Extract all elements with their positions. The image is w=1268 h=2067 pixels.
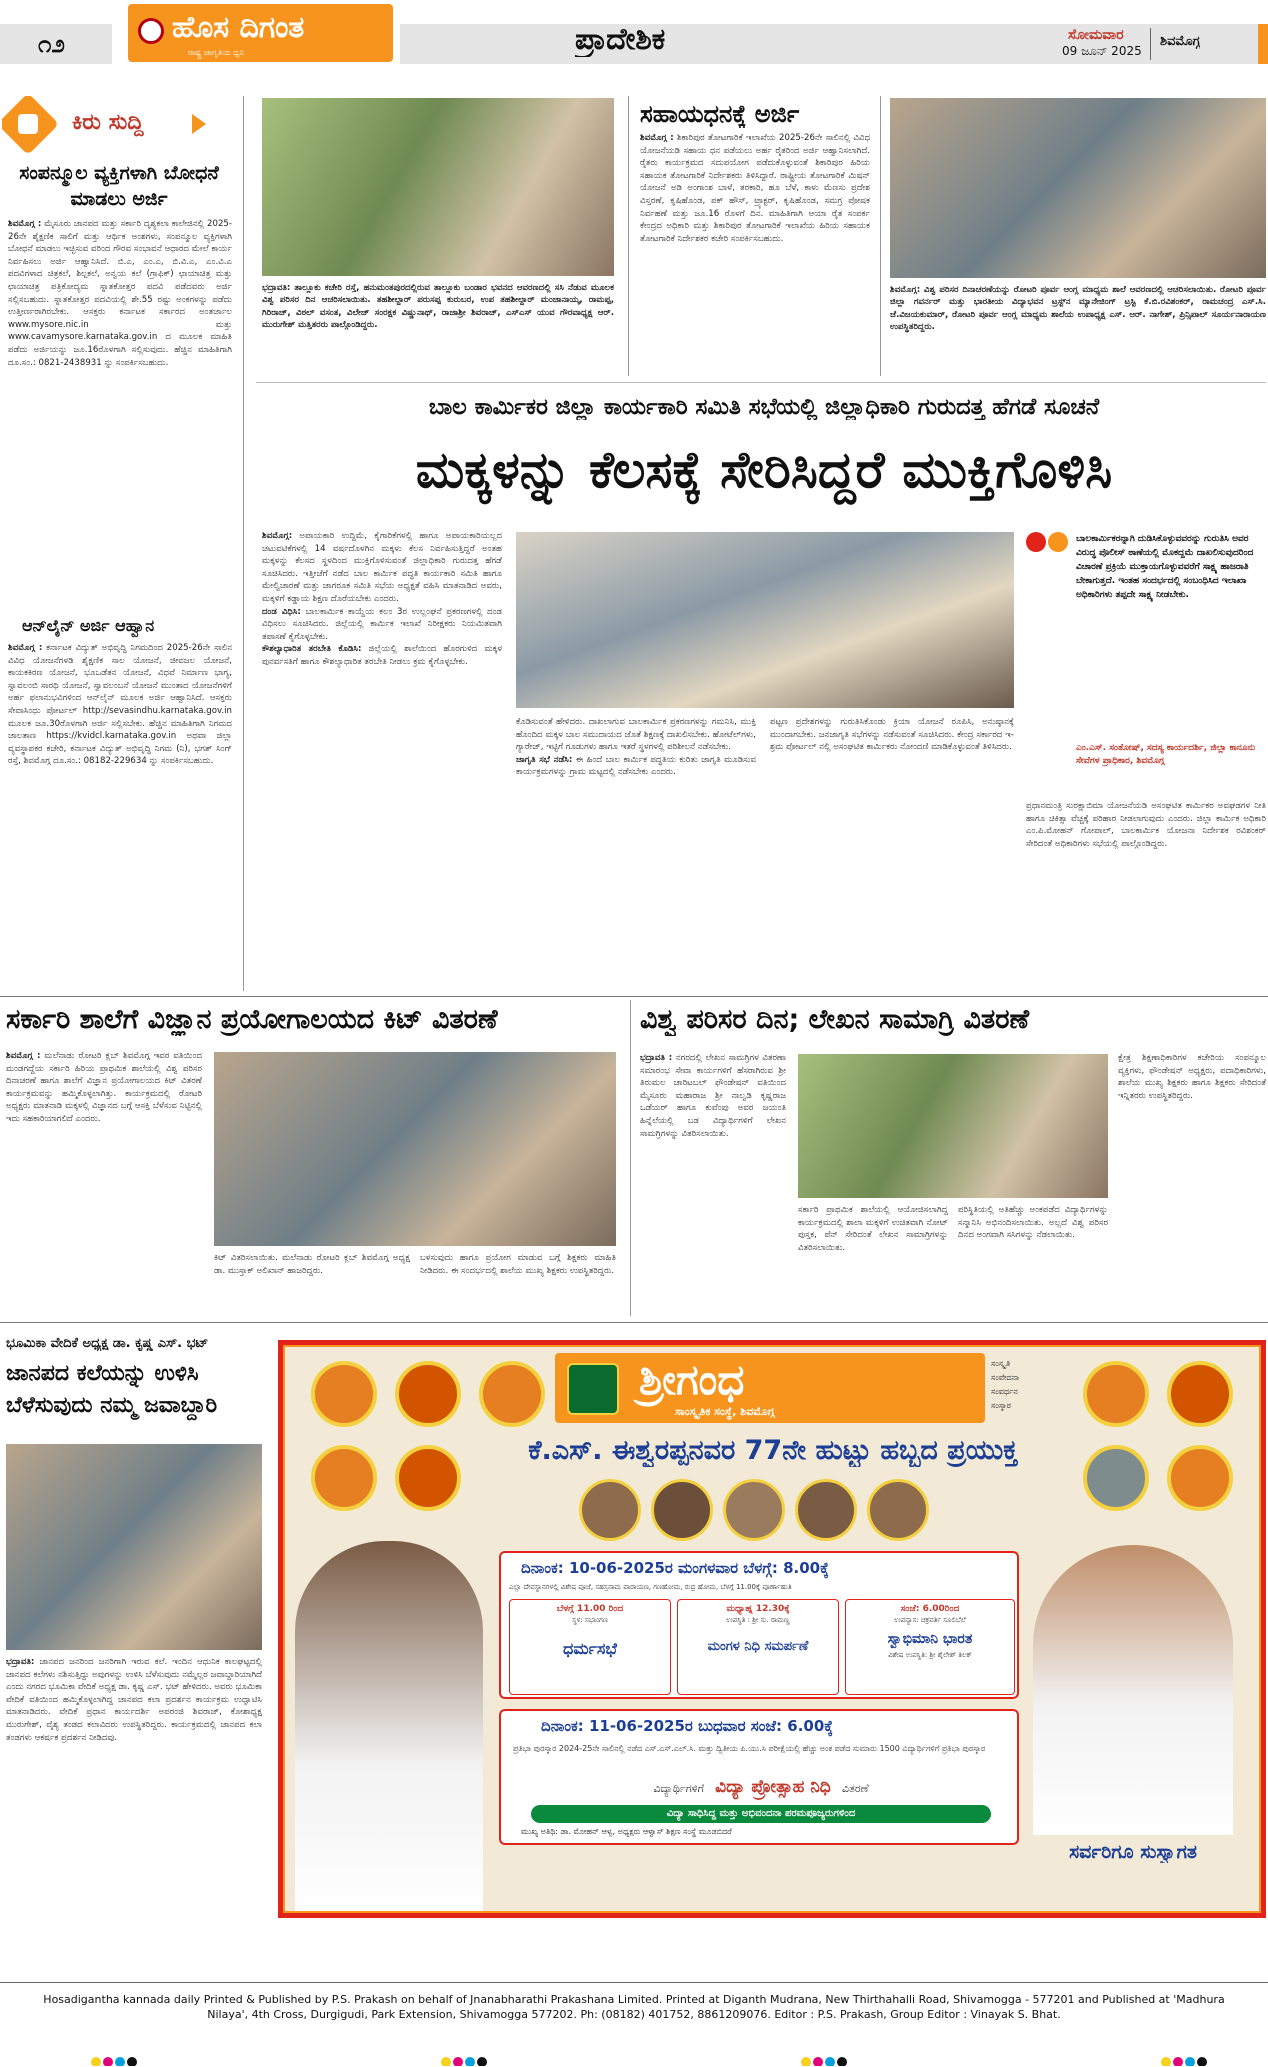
ad-title: ಕೆ.ಎಸ್. ಈಶ್ವರಪ್ಪನವರ 77ನೇ ಹುಟ್ಟು ಹಬ್ಬದ ಪ್ರಯುಕ್ತ <box>528 1435 1018 1466</box>
main-headline: ಮಕ್ಕಳನ್ನು ಕೆಲಸಕ್ಕೆ ಸೇರಿಸಿದ್ದರೆ ಮುಕ್ತಿಗೊಳಿಸಿ <box>415 441 1113 500</box>
quote-author: ಎಂ.ಎಸ್. ಸಂತೋಷ್, ಸದಸ್ಯ ಕಾರ್ಯದರ್ಶಿ, ಜಿಲ್ಲಾ ಕಾನೂನು ಸೇವೆಗಳ ಪ್ರಾಧಿಕಾರ, ಶಿವಮೊಗ್ಗ <box>1076 743 1256 766</box>
masthead <box>0 0 1268 66</box>
ad-event3-name: ಸ್ವಾಭಿಮಾನಿ ಭಾರತ <box>887 1631 973 1647</box>
kirusuddi-label <box>6 102 226 148</box>
ad-event3-time: ಸಂಜೆ: 6.00ರಿಂದ <box>900 1604 960 1614</box>
science-caption: ಕಿಟ್ ವಿತರಿಸಲಾಯಿತು. ಮಲೆನಾಡು ರೋಟರಿ ಕ್ಲಬ್ ಶಿವಮೊಗ್ಗ ಅಧ್ಯಕ್ಷ ಡಾ. ಮುಸ್ತಾಕ್ ಅಲಿಖಾನ್ ಹಾಜರಿದ್ದರು. <box>214 1253 410 1276</box>
header-accent-bar <box>1258 24 1268 64</box>
vishwa-text: ನಗರದಲ್ಲಿ ಲೇಖನ ಸಾಮಗ್ರಿಗಳ ವಿತರಣಾ ಸಮಾರಂಭ ಸೇವಾ ಕಾರ್ಯಗಳಿಗೆ ಹೆಸರಾಗಿರುವ ಶ್ರೀ ತಿರುಮಲ ಚಾರಿಟಬಲ್ ಫೌಂಡೇಷನ್ ವತಿಯಿಂದ ಮೈಸೂರು ಮಹಾರಾಜ ಶ್ರೀ ನಾಲ್ವಡಿ ಕೃಷ್ಣರಾಜ ಒಡೆಯರ್ ಹಾಗೂ ಕುವೆಂಪು ಅವರ ಜಯಂತಿ ಹಿನ್ನೆಲೆಯಲ್ಲಿ ಬಡ ವಿದ್ಯಾರ್ಥಿಗಳಿಗೆ ಲೇಖನ ಸಾಮಗ್ರಿಗಳನ್ನು ವಿತರಿಸಲಾಯಿತು. <box>640 1053 786 1139</box>
ad-event1 <box>509 1599 671 1695</box>
vishwa-dateline: ಭದ್ರಾವತಿ : <box>640 1053 673 1063</box>
organizer-portrait <box>1033 1545 1233 1835</box>
seer-portrait <box>395 1361 461 1427</box>
story1-dateline: ಶಿವಮೊಗ್ಗ : <box>8 219 42 229</box>
footer-imprint: Hosadigantha kannada daily Printed & Published by P.S. Prakash on behalf of Jnanabharathi Prakashana Limited. Printed at Diganth Mudrana, New Thirthahalli Road, Shivamogga - 577201 and Published at 'Madhura Nilaya', 4th Cross, Durgigudi, Park Extension, Shivamogga 577202. Ph: (08182) 401752, 8861209076. Editor : P.S. Prakash, Group Editor : Vinayak S. Bhat. <box>43 1993 1225 2021</box>
color-registration-marks <box>0 2050 1268 2066</box>
sahayadhana-title: ಸಹಾಯಧನಕ್ಕೆ ಅರ್ಜಿ <box>640 100 800 128</box>
ad-event1-place: ಸ್ಥಳ: ಸಭಾಂಗಣ <box>572 1616 608 1624</box>
story2-text: ಕರ್ನಾಟಕ ವಿದ್ಯುತ್ ಅಭಿವೃದ್ಧಿ ನಿಗಮದಿಂದ 2025-26ನೇ ಸಾಲಿನ ವಿವಿಧ ಯೋಜನೆಗಳಡಿ ಶೈಕ್ಷಣಿಕ ಸಾಲ ಯೋಜನೆ, ಜೀವಜಲ ಯೋಜನೆ, ಕಾಯಕಕಿರಣ ಯೋಜನೆ, ಭೂಒಡೆತನ ಯೋಜನೆ, ವಿಧವೆ ನಿರ್ಮಾಣ ಭಾಗ್ಯ, ಸ್ವಾವಲಂಬಿ ಸಾರಥಿ ಯೋಜನೆ, ಸ್ವಾವಲಂಬನೆ ಯೋಜನೆ ಮುಂತಾದ ಯೋಜನೆಗಳಿಗೆ ಅರ್ಹ ಫಲಾನುಭವಿಗಳಿಂದ ಆನ್‌ಲೈನ್ ಮೂಲಕ ಅರ್ಜಿ ಆಹ್ವಾನಿಸಿದೆ. ಆಸಕ್ತರು ಸೇವಾಸಿಂಧು ಪೋರ್ಟಲ್ http://sevasindhu.karnataka.gov.in ಮೂಲಕ ಜೂ.30ರೊಳಗಾಗಿ ಅರ್ಜಿ ಸಲ್ಲಿಸಬೇಕು. ಹೆಚ್ಚಿನ ಮಾಹಿತಿಗಾಗಿ ನಿಗಮದ ಜಾಲತಾಣ https://kvidcl.karnataka.gov.in ಅಥವಾ ಜಿಲ್ಲಾ ವ್ಯವಸ್ಥಾಪಕರ ಕಚೇರಿ, ಕರ್ನಾಟಕ ವಿದ್ಯುತ್ ಅಭಿವೃದ್ಧಿ ನಿಗಮ (ನಿ), ಭಗತ್ ಸಿಂಗ್ ರಸ್ತೆ, ಶಿವಮೊಗ್ಗ ದೂ.ಸಂ.: 08182-229634 ನ್ನು ಸಂಪರ್ಕಿಸಬಹುದು. <box>8 643 232 767</box>
quote-box <box>1026 532 1266 792</box>
folk-dance-photo <box>6 1444 262 1650</box>
stationery-photo <box>798 1054 1108 1198</box>
guest-portrait <box>795 1479 857 1541</box>
ad-tag: ಸಂವೇದನಾ <box>991 1373 1019 1382</box>
kirusuddi-story1-body <box>8 218 232 608</box>
janapada-text: ಜಾನಪದ ಜನರಿಂದ ಜನರಿಗಾಗಿ ಇರುವ ಕಲೆ. ಇಂದಿನ ಆಧುನಿಕ ಕಾಲಘಟ್ಟದಲ್ಲಿ ಜಾನಪದ ಕಲೆಗಳು ನಶಿಸುತ್ತಿದ್ದು ಅವುಗಳನ್ನು ಉಳಿಸಿ ಬೆಳೆಸುವುದು ನಮ್ಮೆಲ್ಲರ ಜವಾಬ್ದಾರಿಯಾಗಿದೆ ಎಂದು ನಗರದ ಭೂಮಿಕಾ ವೇದಿಕೆ ಅಧ್ಯಕ್ಷ ಡಾ. ಕೃಷ್ಣ ಎಸ್. ಭಟ್ ಹೇಳಿದರು. ಅವರು ಭೂಮಿಕಾ ವೇದಿಕೆ ವತಿಯಿಂದ ಹಮ್ಮಿಕೊಳ್ಳಲಾಗಿದ್ದ ಜಾನಪದ ಕಲಾ ಪ್ರದರ್ಶನ ಕಾರ್ಯಕ್ರಮ ಉದ್ಘಾಟಿಸಿ ಮಾತನಾಡಿದರು. ವೇದಿಕೆ ಪ್ರಧಾನ ಕಾರ್ಯದರ್ಶಿ ಅಪರಂಜಿ ಶಿವರಾಜ್, ಕೋಶಾಧ್ಯಕ್ಷ ಮುರುಗೇಶ್, ವೈಶ್ಯ ತಂಡದ ಕಲಾವಿದರು ಉಪಸ್ಥಿತರಿದ್ದರು. ಕಾರ್ಯಕ್ರಮದಲ್ಲಿ ಜಾನಪದ ಕಲಾ ತಂಡಗಳು ಆಕರ್ಷಕ ಪ್ರದರ್ಶನ ನೀಡಿದವು. <box>6 1657 262 1743</box>
ad-day1-date: ದಿನಾಂಕ: 10-06-2025ರ ಮಂಗಳವಾರ ಬೆಳಗ್ಗೆ: 8.00ಕ್ಕೆ <box>521 1559 829 1577</box>
ad-org-name: ಶ್ರೀಗಂಧ <box>639 1355 745 1404</box>
main-col3: ಪಟ್ಟಣ ಪ್ರದೇಶಗಳನ್ನು ಗುರುತಿಸಿಕೊಂಡು ಕ್ರಿಯಾ ಯೋಜನೆ ರೂಪಿಸಿ, ಅನುಷ್ಠಾನಕ್ಕೆ ಮುಂದಾಗಬೇಕು. ಜನಜಾಗೃತಿ ಸಭೆಗಳನ್ನು ನಡೆಸುವಂತೆ ಸೂಚಿಸಿದರು. ಕೇಂದ್ರ ಸರ್ಕಾರದ ಇ-ಶ್ರಮ ಪೋರ್ಟಲ್ ನಲ್ಲಿ ಅಸಂಘಟಿತ ಕಾರ್ಮಿಕರು ನೋಂದಣಿ ಮಾಡಿಕೊಳ್ಳುವಂತೆ ತಿಳಿಸಿದರು. <box>770 717 1014 753</box>
brand-name: ಹೊಸ ದಿಗಂತ <box>172 10 305 45</box>
ad-event2-name: ಮಂಗಳ ನಿಧಿ ಸಮರ್ಪಣೆ <box>707 1639 809 1654</box>
kirusuddi-label-text: ಕಿರು ಸುದ್ದಿ <box>72 110 144 135</box>
hand-icon <box>18 114 38 134</box>
kirusuddi-story2-title: ಆನ್‌ಲೈನ್ ಅರ್ಜಿ ಆಹ್ವಾನ <box>22 616 155 635</box>
main-col1 <box>262 530 502 980</box>
registration-dots <box>800 2052 848 2066</box>
main-subhead-skill: ಕೌಶಲ್ಯಾಧಾರಿತ ತರಬೇತಿ ಕೊಡಿಸಿ: <box>262 644 362 655</box>
header-date: 09 ಜೂನ್ 2025 <box>1062 44 1142 58</box>
main-col1b-text: ಬಾಲಕಾರ್ಮಿಕ ಕಾಯ್ದೆಯ ಕಲಂ 3ರ ಉಲ್ಲಂಘನೆ ಪ್ರಕರಣಗಳಲ್ಲಿ ದಂಡ ವಿಧಿಸಲು ಸೂಚಿಸಿದರು. ಜಿಲ್ಲೆಯಲ್ಲಿ ಕಾರ್ಮಿಕ ಇಲಾಖೆ ನಿರೀಕ್ಷಕರು ನಿಯಮಿತವಾಗಿ ತಪಾಸಣೆ ಕೈಗೊಳ್ಳಬೇಕು. <box>262 606 502 642</box>
science-headline: ಸರ್ಕಾರಿ ಶಾಲೆಗೆ ವಿಜ್ಞಾನ ಪ್ರಯೋಗಾಲಯದ ಕಿಟ್ ವಿತರಣೆ <box>6 1004 498 1035</box>
main-col2 <box>516 716 756 980</box>
story1-text: ಮೈಸೂರು ಜಾನಪದ ಮತ್ತು ಸರ್ಕಾರಿ ದೃಶ್ಯಕಲಾ ಕಾಲೇಜಿನಲ್ಲಿ 2025-26ನೇ ಶೈಕ್ಷಣಿಕ ಸಾಲಿಗೆ ಮತ್ತು ಆರ್ಥಿಕ ಅಂಶಗಳು, ಸಂಪನ್ಮೂಲ ವ್ಯಕ್ತಿಗಳಾಗಿ ಬೋಧನೆ ಮಾಡಲು ಇಚ್ಛಿಸುವ ವರಿಂದ ಗೌರವ ಸಂಭಾವನೆ ಆಧಾರದ ಮೇಲೆ ಕಾರ್ಯ ನಿರ್ವಹಿಸಲು ಅರ್ಜಿ ಆಹ್ವಾನಿಸಿದೆ. ಬಿ.ಎ, ಎಂ.ಎ, ಬಿ.ವಿ.ಎ, ಎಂ.ವಿ.ಎ ಪದವಿಗಳಾದ ಚಿತ್ರಕಲೆ, ಶಿಲ್ಪಕಲೆ, ಅನ್ವಯ ಕಲೆ (ಗ್ರಾಫಿಕ್) ಛಾಯಾಚಿತ್ರ ಮತ್ತು ಛಾಯಾಚಿತ್ರ ಪತ್ರಿಕೋದ್ಯಮ ಸ್ನಾತಕೋತ್ತರ ಪದವಿ ಪಡೆದವರು ಅರ್ಜಿ ಸಲ್ಲಿಸಬಹುದು. ಸ್ನಾತಕೋತ್ತರ ಪದವಿಯಲ್ಲಿ ಶೇ.55 ರಷ್ಟು ಅಂಕಗಳನ್ನು ಪಡೆದು ಉತ್ತೀರ್ಣರಾಗಿರಬೇಕು. ಆಸಕ್ತರು ಕರ್ನಾಟಕ ಸರ್ಕಾರದ ಅಂತರ್ಜಾಲ www.mysore.nic.in ಮತ್ತು www.cavamysore.karnataka.gov.in ದ ಮೂಲಕ ಮಾಹಿತಿ ಪಡೆದು ಅರ್ಜಿಯನ್ನು ಜೂ.16ರೊಳಗಾಗಿ ಸಲ್ಲಿಸುವುದು. ಹೆಚ್ಚಿನ ಮಾಹಿತಿಗಾಗಿ ದೂ.ಸಂ.: 0821-2438931 ನ್ನು ಸಂಪರ್ಕಿಸಬಹುದು. <box>8 219 232 368</box>
seer-portrait <box>479 1361 545 1427</box>
main-col4: ಪ್ರಧಾನಮಂತ್ರಿ ಸುರಕ್ಷಾಬಿಮಾ ಯೋಜನೆಯಡಿ ಅಸಂಘಟಿತ ಕಾರ್ಮಿಕರ ಅವಘಡಗಳ ನೀತಿ ಹಾಗೂ ಚಿಕಿತ್ಸಾ ವೆಚ್ಚಕ್ಕೆ ಪರಿಹಾರ ನೀಡಲಾಗುವುದು ಎಂದರು. ಜಿಲ್ಲಾ ಕಾರ್ಮಿಕ ಅಧಿಕಾರಿ ಎಂ.ಪಿ.ಮೋಹನ್ ಗೋಪಾಲ್, ಬಾಲಕಾರ್ಮಿಕ ಯೋಜನಾ ನಿರ್ದೇಶಕ ರವಿಶಂಕರ್ ಸೇರಿದಂತೆ ಅಧಿಕಾರಿಗಳು ಸಭೆಯಲ್ಲಿ ಪಾಲ್ಗೊಂಡಿದ್ದರು. <box>1026 801 1266 849</box>
ad-org-logo-icon <box>567 1363 619 1415</box>
guest-portrait <box>651 1479 713 1541</box>
ad-day1-box <box>499 1551 1019 1699</box>
registration-dots <box>90 2052 138 2066</box>
ad-event2-sub: ಉಪಸ್ಥಿತಿ : ಶ್ರೀ ಸು. ರಾಮಣ್ಣ <box>726 1616 790 1624</box>
quote-mark-icon-2 <box>1048 532 1068 552</box>
page-number-text: ೧೨ <box>38 30 65 58</box>
header-day: ಸೋಮವಾರ <box>1068 27 1124 43</box>
ad-org-tags <box>991 1357 1051 1413</box>
ad-event2-time: ಮಧ್ಯಾಹ್ನ 12.30ಕ್ಕೆ <box>726 1604 790 1614</box>
brand-logo <box>128 4 393 62</box>
quote-mark-icon <box>1026 532 1046 552</box>
main-subhead-awareness: ಜಾಗೃತಿ ಸಭೆ ನಡೆಸಿ: <box>516 754 573 765</box>
science-text: ಮಲೆನಾಡು ರೋಟರಿ ಕ್ಲಬ್ ಶಿವಮೊಗ್ಗ ಇವರ ವತಿಯಿಂದ ಮಂಡಗದ್ದೆಯ ಸರ್ಕಾರಿ ಹಿರಿಯ ಪ್ರಾಥಮಿಕ ಶಾಲೆಯಲ್ಲಿ ವಿಶ್ವ ಪರಿಸರ ದಿನಾಚರಣೆ ಹಾಗೂ ಶಾಲೆಗೆ ವಿಜ್ಞಾನ ಪ್ರಯೋಗಾಲಯದ ಕಿಟ್ ವಿತರಣೆ ಕಾರ್ಯಕ್ರಮವನ್ನು ಹಮ್ಮಿಕೊಳ್ಳಲಾಗಿತ್ತು. ಕಾರ್ಯಕ್ರಮದಲ್ಲಿ ರೋಟರಿ ಅಧ್ಯಕ್ಷರು ಮಾತನಾಡಿ ಮಕ್ಕಳಲ್ಲಿ ವಿಜ್ಞಾನದ ಬಗ್ಗೆ ಆಸಕ್ತಿ ಬೆಳೆಸುವ ನಿಟ್ಟಿನಲ್ಲಿ ಇದು ಸಹಕಾರಿಯಾಗಲಿದೆ ಎಂದರು. <box>6 1051 202 1124</box>
seer-portrait <box>311 1445 377 1511</box>
chevrons-icon <box>192 114 206 134</box>
logo-mark-icon <box>138 18 164 44</box>
rotary-school-caption: ಶಿವಮೊಗ್ಗ: ವಿಶ್ವ ಪರಿಸರ ದಿನಾಚರಣೆಯನ್ನು ರೋಟರಿ ಪೂರ್ವ ಆಂಗ್ಲ ಮಾಧ್ಯಮ ಶಾಲೆ ಆವರಣದಲ್ಲಿ ಆಚರಿಸಲಾಯಿತು. ರೋಟರಿ ಪೂರ್ವ ಜಿಲ್ಲಾ ಗವರ್ನರ್ ಮತ್ತು ಭಾರತೀಯ ವಿದ್ಯಾಭವನ ಟ್ರಸ್ಟ್‌ನ ಮ್ಯಾನೇಜಿಂಗ್ ಟ್ರಸ್ಟಿ ಕೆ.ಬಿ.ರವಿಶಂಕರ್, ರಾಮಚಂದ್ರ ಎಸ್.ಸಿ. ಜೆ.ವಿಜಯಕುಮಾರ್, ರೋಟರಿ ಪೂರ್ವ ಆಂಗ್ಲ ಮಾಧ್ಯಮ ಶಾಲೆಯ ಉಪಾಧ್ಯಕ್ಷ ಎಸ್. ಆರ್. ನಾಗೇಶ್, ಪ್ರಿನ್ಸಿಪಾಲ್ ಸೂರ್ಯನಾರಾಯಣ ಉಪಸ್ಥಿತರಿದ್ದರು. <box>890 285 1266 333</box>
ad-org-banner <box>555 1353 985 1423</box>
story2-dateline: ಶಿವಮೊಗ್ಗ : <box>8 643 43 653</box>
brand-tagline: ರಾಷ್ಟ್ರ ಜಾಗೃತಿಯ ಧ್ವನಿ <box>188 48 245 57</box>
eshwarappa-portrait <box>295 1541 483 1911</box>
seer-portrait <box>395 1445 461 1511</box>
section-title: ಪ್ರಾದೇಶಿಕ <box>575 22 666 57</box>
vishwa-col3: ಪರಿಸ್ಥಿತಿಯಲ್ಲಿ ಅತಿಹೆಚ್ಚು ಅಂಕಪಡೆದ ವಿದ್ಯಾರ್ಥಿಗಳನ್ನು ಸನ್ಮಾನಿಸಿ ಅಭಿನಂದಿಸಲಾಯಿತು. ಅಲ್ಲದೆ ವಿಶ್ವ ಪರಿಸರ ದಿನದ ಅಂಗವಾಗಿ ಸಸಿಗಳನ್ನು ನೆಡಲಾಯಿತು. <box>958 1205 1108 1241</box>
ad-tag: ಸಂವರ್ಧನ <box>991 1387 1018 1396</box>
kirusuddi-column <box>2 96 239 991</box>
ad-welcome: ಸರ್ವರಿಗೂ ಸುಸ್ವಾಗತ <box>1069 1841 1197 1863</box>
ad-event2 <box>677 1599 839 1695</box>
ad-tag: ಸಂಸ್ಕಾರ <box>991 1401 1011 1410</box>
header-divider <box>1150 28 1151 60</box>
vishwa-body <box>640 1052 786 1312</box>
ad-day2-prefix: ವಿದ್ಯಾರ್ಥಿಗಳಿಗೆ <box>653 1782 705 1795</box>
main-kicker: ಬಾಲ ಕಾರ್ಮಿಕರ ಜಿಲ್ಲಾ ಕಾರ್ಯಕಾರಿ ಸಮಿತಿ ಸಭೆಯಲ್ಲಿ ಜಿಲ್ಲಾಧಿಕಾರಿ ಗುರುದತ್ತ ಹೆಗಡೆ ಸೂಚನೆ <box>428 394 1100 420</box>
tree-planting-photo <box>262 98 614 276</box>
ad-event1-name: ಧರ್ಮಸಭೆ <box>563 1639 617 1658</box>
ad-event3-note: ವಿಶೇಷ ಉಪಸ್ಥಿತಿ: ಶ್ರೀ ಶೈಲೇಶ್ ತಿಲಕ್ <box>888 1651 972 1659</box>
ad-event3-sub: ಉಪನ್ಯಾಸ: ಚಕ್ರವರ್ತಿ ಸೂಲಿಬೆಲೆ <box>894 1616 966 1624</box>
seer-portrait <box>1167 1445 1233 1511</box>
shrigandha-ad <box>278 1340 1266 1918</box>
registration-dots <box>1160 2052 1208 2066</box>
header-city: ಶಿವಮೊಗ್ಗ <box>1160 34 1201 49</box>
main-col1-text: ಅಪಾಯಕಾರಿ ಉದ್ದಿಮೆ, ಕೈಗಾರಿಕೆಗಳಲ್ಲಿ ಹಾಗೂ ಅಪಾಯಕಾರಿಯಲ್ಲದ ಚಟುವಟಿಕೆಗಳಲ್ಲಿ 14 ವರ್ಷದೊಳಗಿನ ಮಕ್ಕಳು ಕೆಲಸ ನಿರ್ವಹಿಸುತ್ತಿದ್ದರೆ ಅಂತಹ ಮಕ್ಕಳನ್ನು ಕೆಲಸದ ಸ್ಥಳದಿಂದ ಮುಕ್ತಿಗೊಳಿಸುವಂತೆ ಜಿಲ್ಲಾಧಿಕಾರಿ ಗುರುದತ್ತ ಹೆಗಡೆ ಸೂಚಿಸಿದರು. ಇತ್ತೀಚೆಗೆ ನಡೆದ ಬಾಲ ಕಾರ್ಮಿಕ ಪದ್ಧತಿ ಕಾರ್ಯಕಾರಿ ಸಮಿತಿ ಹಾಗೂ ಮೇಲ್ವಿಚಾರಣೆ ಮತ್ತು ಜಾಗರೂಕ ಸಮಿತಿ ಸಭೆಯ ಅಧ್ಯಕ್ಷತೆ ವಹಿಸಿ ಮಾತನಾಡಿದ ಅವರು, ಮಕ್ಕಳಿಗೆ ಕಡ್ಡಾಯ ಶಿಕ್ಷಣ ದೊರೆಯಬೇಕು ಎಂದರು. <box>262 531 502 604</box>
ad-day1-sub: ಎಲ್ಲಾ ದೇವಸ್ಥಾನಗಳಲ್ಲಿ ವಿಶೇಷ ಪೂಜೆ, ಸಹಸ್ರನಾಮ ಪಾರಾಯಣ, ಗಣಹೋಮ, ರುದ್ರ ಹೋಮ, ಬೆಳಗ್ಗೆ 11.00ಕ್ಕೆ ಪೂರ್ಣಾಹುತಿ <box>509 1583 792 1591</box>
guest-portrait <box>867 1479 929 1541</box>
science-body <box>6 1050 202 1310</box>
janapada-dateline: ಭದ್ರಾವತಿ: <box>6 1657 35 1667</box>
ad-day2-date: ದಿನಾಂಕ: 11-06-2025ರ ಬುಧವಾರ ಸಂಜೆ: 6.00ಕ್ಕೆ <box>541 1717 834 1735</box>
rotary-school-photo <box>890 98 1266 278</box>
main-dateline: ಶಿವಮೊಗ್ಗ: <box>262 531 293 541</box>
science-dateline: ಶಿವಮೊಗ್ಗ : <box>6 1051 41 1061</box>
kirusuddi-story1-title: ಸಂಪನ್ಮೂಲ ವ್ಯಕ್ತಿಗಳಾಗಿ ಬೋಧನೆ ಮಾಡಲು ಅರ್ಜಿ <box>19 162 219 210</box>
main-subhead-fine: ದಂಡ ವಿಧಿಸಿ: <box>262 606 301 617</box>
ad-day2-name: ವಿದ್ಯಾ ಪ್ರೋತ್ಸಾಹ ನಿಧಿ <box>715 1777 831 1797</box>
ad-event3 <box>845 1599 1015 1695</box>
main-col2-text: ಕೊಡಿಸುವಂತೆ ಹೇಳಿದರು. ದಾಖಲಾಗುವ ಬಾಲಕಾರ್ಮಿಕ ಪ್ರಕರಣಗಳನ್ನು ಗಮನಿಸಿ, ಮುಕ್ತಿ ಹೊಂದಿದ ಮಕ್ಕಳ ಬಾಲ ಸಮುದಾಯದ ಜೊತೆ ಶಿಕ್ಷಣಕ್ಕೆ ದಾಖಲಿಸಬೇಕು. ಹೋಟೆಲ್‌ಗಳು, ಗ್ಯಾರೇಜ್, ಇಟ್ಟಿಗೆ ಗೂಡುಗಳು ಹಾಗೂ ಇತರೆ ಸ್ಥಳಗಳಲ್ಲಿ ಪರಿಶೀಲನೆ ನಡೆಸಬೇಕು. <box>516 717 756 753</box>
sahayadhana-text: ಶಿಕಾರಿಪುರ ತೋಟಗಾರಿಕೆ ಇಲಾಖೆಯ 2025-26ನೇ ಸಾಲಿನಲ್ಲಿ ವಿವಿಧ ಯೋಜನೆಯಡಿ ಸಹಾಯ ಧನ ಪಡೆಯಲು ಅರ್ಹ ರೈತರಿಂದ ಅರ್ಜಿ ಆಹ್ವಾನಿಸಲಾಗಿದೆ. ರೈತರು ಕಾರ್ಯಕ್ರಮದ ಸದುಪಯೋಗ ಪಡೆದುಕೊಳ್ಳುವಂತೆ ಶಿಕಾರಿಪುರ ಹಿರಿಯ ಸಹಾಯಕ ತೋಟಗಾರಿಕೆ ನಿರ್ದೇಶಕರು ತಿಳಿಸಿದ್ದಾರೆ. ರಾಷ್ಟ್ರೀಯ ತೋಟಗಾರಿಕೆ ಮಿಷನ್ ಯೋಜನೆ ಅಡಿ ಅಂಗಾಂಶ ಬಾಳೆ, ತರಕಾರಿ, ಹೂ ಬೆಳೆ, ಕಾಳು ಮೆಣಸು ಪ್ರದೇಶ ವಿಸ್ತರಣೆ, ಕೃಷಿಹೊಂಡ, ಪಕ್ ಹೌಸ್, ಟ್ರ್ಯಾಕ್ಟರ್, ಕೃಷಿಹೊಂಡ, ಸಮಗ್ರ ಪೋಷಕ ನಿರ್ವಹಣೆ ಮತ್ತು ಜೂ.16 ರೊಳಗೆ ದಿನ. ಮಾಹಿತಿಗಾಗಿ ಆಯಾ ರೈತ ಸಂಪರ್ಕ ಕೇಂದ್ರದ ಅಧಿಕಾರಿ ಮತ್ತು ಶಿಕಾರಿಪುರ ತೋಟಗಾರಿಕೆ ಇಲಾಖೆಯ ಹಿರಿಯ ಸಹಾಯಕ ತೋಟಗಾರಿಕೆ ನಿರ್ದೇಶಕರ ಕಚೇರಿ ಸಂಪರ್ಕಿಸಬಹುದು. <box>640 133 870 244</box>
seer-portrait <box>1083 1361 1149 1427</box>
page-number <box>0 24 112 64</box>
science-kit-photo <box>214 1052 616 1246</box>
sahayadhana-dateline: ಶಿವಮೊಗ್ಗ : <box>640 133 674 143</box>
ad-tag: ಸಂಸ್ಕೃತಿ <box>991 1359 1011 1368</box>
janapada-kicker: ಭೂಮಿಕಾ ವೇದಿಕೆ ಅಧ್ಯಕ್ಷ ಡಾ. ಕೃಷ್ಣ ಎಸ್. ಭಟ್ <box>6 1336 209 1351</box>
kirusuddi-story2-body <box>8 642 232 987</box>
ad-org-sub: ಸಾಂಸ್ಕೃತಿಕ ಸಂಸ್ಥೆ, ಶಿವಮೊಗ್ಗ <box>675 1405 775 1418</box>
ad-day2-box <box>499 1709 1019 1845</box>
ad-day2-award <box>521 1777 1001 1797</box>
tree-planting-caption: ಭದ್ರಾವತಿ: ತಾಲ್ಲೂಕು ಕಚೇರಿ ರಸ್ತೆ, ಹನುಮಂತಪುರದಲ್ಲಿರುವ ತಾಲ್ಲೂಕು ಬಂಡಾರ ಭವನದ ಆವರಣದಲ್ಲಿ ಸಸಿ ನೆಡುವ ಮೂಲಕ ವಿಶ್ವ ಪರಿಸರ ದಿನ ಆಚರಿಸಲಾಯಿತು. ತಹಶೀಲ್ದಾರ್ ಪರುಸಪ್ಪ ಕುರುಬರ, ಉಪ ತಹಶೀಲ್ದಾರ್ ಮಂಜಾನಾಯ್ಕ, ರಾಮಪ್ಪ, ಗಿರಿರಾಜ್, ವಿಠಲ್ ವಸಂತ, ವಿಲೇಜ್ ಸಂರಕ್ಷಕ ವಿಷ್ಣುನಾಥ್, ರಾಜಾಶ್ರೀ ಶಿವರಾಜ್, ಎಸ್‌ಎಸ್ ಯುವ ಗೌರವಾಧ್ಯಕ್ಷ ಆರ್. ಮುರುಗೇಶ್ ಮತ್ತಿತರರು ಪಾಲ್ಗೊಂಡಿದ್ದರು. <box>262 283 614 331</box>
vishwa-col2: ಸರ್ಕಾರಿ ಪ್ರಾಥಮಿಕ ಶಾಲೆಯಲ್ಲಿ ಆಯೋಜಿಸಲಾಗಿದ್ದ ಕಾರ್ಯಕ್ರಮದಲ್ಲಿ ಶಾಲಾ ಮಕ್ಕಳಿಗೆ ಉಚಿತವಾಗಿ ನೋಟ್ ಪುಸ್ತಕ, ಪೆನ್ ಸೇರಿದಂತೆ ಲೇಖನ ಸಾಮಾಗ್ರಿಗಳನ್ನು ವಿತರಿಸಲಾಯಿತು. <box>798 1205 948 1253</box>
janapada-headline: ಜಾನಪದ ಕಲೆಯನ್ನು ಉಳಿಸಿ ಬೆಳೆಸುವುದು ನಮ್ಮ ಜವಾಬ್ದಾರಿ <box>6 1361 218 1418</box>
vishwa-headline: ವಿಶ್ವ ಪರಿಸರ ದಿನ; ಲೇಖನ ಸಾಮಾಗ್ರಿ ವಿತರಣೆ <box>640 1004 1030 1035</box>
janapada-body <box>6 1656 262 1908</box>
vishwa-col4: ಕ್ಷೇತ್ರ ಶಿಕ್ಷಣಾಧಿಕಾರಿಗಳ ಕಚೇರಿಯ ಸಂಪನ್ಮೂಲ ವ್ಯಕ್ತಿಗಳು, ಫೌಂಡೇಷನ್ ಅಧ್ಯಕ್ಷರು, ಪದಾಧಿಕಾರಿಗಳು, ಶಾಲೆಯ ಮುಖ್ಯ ಶಿಕ್ಷಕರು ಹಾಗೂ ಶಿಕ್ಷಕರು ಸೇರಿದಂತೆ ಇನ್ನಿತರರು ಉಪಸ್ಥಿತರಿದ್ದರು. <box>1118 1053 1266 1101</box>
main-col2b-text: ಈ ಹಿಂದೆ ಬಾಲ ಕಾರ್ಮಿಕ ಪದ್ಧತಿಯ ಕುರಿತು ಜಾಗೃತಿ ಮೂಡಿಸುವ ಕಾರ್ಯಕ್ರಮಗಳನ್ನು ಗ್ರಾಮ ಮಟ್ಟದಲ್ಲಿ ನಡೆಸಬೇಕು ಎಂದರು. <box>516 754 756 778</box>
meeting-photo <box>516 532 1014 708</box>
ad-day2-suffix: ವಿತರಣೆ <box>841 1782 869 1795</box>
guest-portrait <box>723 1479 785 1541</box>
ad-day2-sub: ಪ್ರತಿಭಾ ಪುರಸ್ಕಾರ 2024-25ನೇ ಸಾಲಿನಲ್ಲಿ ನಡೆದ ಎಸ್.ಎಸ್.ಎಲ್.ಸಿ. ಮತ್ತು ದ್ವಿತೀಯ ಪಿ.ಯು.ಸಿ ಪರೀಕ್ಷೆಯಲ್ಲಿ ಹೆಚ್ಚು ಅಂಕ ಪಡೆದ ಸುಮಾರು 1500 ವಿದ್ಯಾರ್ಥಿಗಳಿಗೆ ಪ್ರತಿಭಾ ಪುರಸ್ಕಾರ <box>513 1744 986 1753</box>
ad-day2-band: ವಿದ್ಯಾ ಸಾಧಿಸಿದ್ದ ಮತ್ತು ಅಭಿವಂದನಾ ಪರಮಪೂಜ್ಯರುಗಳಿಂದ <box>531 1805 991 1823</box>
ad-day2-guest: ಮುಖ್ಯ ಅತಿಥಿ: ಡಾ. ಮೋಹನ್ ಆಳ್ವ, ಅಧ್ಯಕ್ಷರು ಆಳ್ವಾಸ್ ಶಿಕ್ಷಣ ಸಂಸ್ಥೆ ಮೂಡಬಿದರೆ <box>521 1827 732 1836</box>
guest-portrait <box>579 1479 641 1541</box>
seer-portrait <box>1083 1445 1149 1511</box>
sahayadhana-body <box>640 132 870 374</box>
seer-portrait <box>1167 1361 1233 1427</box>
registration-dots <box>440 2052 488 2066</box>
science-col-right: ಬಳಸುವುದು ಹಾಗೂ ಪ್ರಯೋಗ ಮಾಡುವ ಬಗ್ಗೆ ಶಿಕ್ಷಕರು ಮಾಹಿತಿ ನೀಡಿದರು. ಈ ಸಂದರ್ಭದಲ್ಲಿ ಶಾಲೆಯ ಮುಖ್ಯ ಶಿಕ್ಷಕರು ಉಪಸ್ಥಿತರಿದ್ದರು. <box>420 1253 616 1276</box>
seer-portrait <box>311 1361 377 1427</box>
quote-text: ಬಾಲಕಾರ್ಮಿಕರನ್ನಾಗಿ ದುಡಿಸಿಕೊಳ್ಳುವವರನ್ನು ಗುರುತಿಸಿ ಅವರ ವಿರುದ್ಧ ಪೊಲೀಸ್ ಠಾಣೆಯಲ್ಲಿ ಮೊಕದ್ದಮೆ ದಾಖಲಿಸುವುದರಿಂದ ವಿಚಾರಣೆ ಪ್ರಕ್ರಿಯೆ ಮುಕ್ತಾಯಗೊಳ್ಳುವವರೆಗೆ ಸಾಕ್ಷ್ಯ ಹಾಜರಾತಿ ಬೇಕಾಗುತ್ತದೆ. ಇಂತಹ ಸಂದರ್ಭದಲ್ಲಿ ಸಂಬಂಧಿಸಿದ ಇಲಾಖಾ ಅಧಿಕಾರಿಗಳು ತಪ್ಪದೇ ಸಾಕ್ಷ್ಯ ನೀಡಬೇಕು. <box>1076 534 1254 600</box>
main-col1c-text: ಜಿಲ್ಲೆಯಲ್ಲಿ ಶಾಲೆಯಿಂದ ಹೊರಗುಳಿದ ಮಕ್ಕಳ ಪುನರ್ವಸತಿಗೆ ಹಾಗೂ ಕೌಶಲ್ಯಾಧಾರಿತ ತರಬೇತಿ ನೀಡಲು ಕ್ರಮ ಕೈಗೊಳ್ಳಬೇಕು. <box>262 644 502 667</box>
ad-event1-time: ಬೆಳಗ್ಗೆ 11.00 ರಿಂದ <box>556 1604 624 1614</box>
